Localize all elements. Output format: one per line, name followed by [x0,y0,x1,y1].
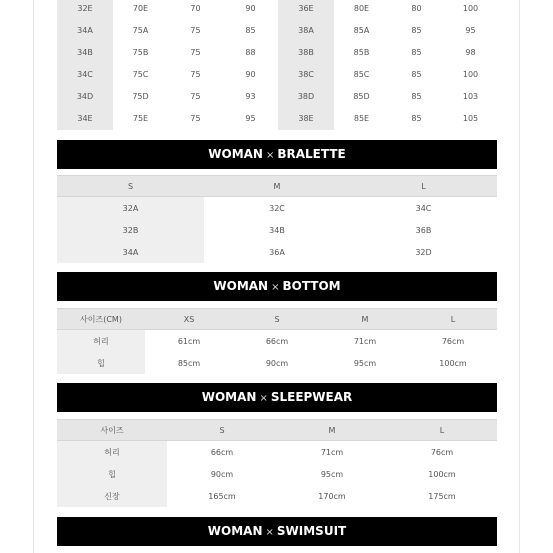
table-cell: 90 [245,70,256,79]
table-cell: 75A [132,26,149,35]
table-cell: 165cm [208,491,236,501]
row-label: 힙 [57,463,167,485]
table-cell: 34B [269,225,285,235]
table-cell: 75 [190,26,201,35]
row-label: 허리 [57,441,167,463]
table-header-row [57,419,497,441]
table-cell: 90cm [265,358,289,368]
table-row [57,219,497,241]
table-cell: 75B [132,48,149,57]
table-cell: 100cm [428,469,456,479]
column-header: M [273,181,281,191]
table-cell: 85C [353,70,370,79]
table-header-row [57,308,497,330]
table-cell: 36B [415,225,432,235]
page-border-right [519,0,520,553]
table-cell: 103 [462,92,479,101]
title-separator: × [265,150,275,161]
table-cell: 100cm [439,358,467,368]
column-header: 사이즈(CM) [80,314,122,324]
column-header: L [450,314,456,324]
table-cell: 85 [411,114,422,123]
bralette-size-table [57,175,497,263]
table-cell: 85 [411,26,422,35]
column-header: L [439,425,445,435]
table-cell: 38D [278,86,334,108]
title-left: WOMAN [207,524,263,538]
table-cell: 100 [462,4,479,13]
table-cell: 98 [465,48,476,57]
table-cell: 85 [411,92,422,101]
table-cell: 36A [269,247,285,257]
table-cell: 38A [278,20,334,42]
table-cell: 76cm [430,447,454,457]
table-cell: 95cm [320,469,344,479]
column-header: S [127,181,134,191]
table-row [57,241,497,263]
table-cell: 85A [353,26,370,35]
table-cell: 34D [57,86,113,108]
table-cell: 93 [245,92,256,101]
table-cell: 66cm [265,336,289,346]
table-cell: 32E [57,0,113,20]
table-cell: 75 [190,70,201,79]
table-cell: 75 [190,92,201,101]
table-cell: 34B [57,42,113,64]
title-left: WOMAN [208,147,263,161]
table-cell: 75 [190,114,201,123]
table-cell: 90cm [210,469,234,479]
column-header: 사이즈 [100,425,124,435]
table-row [57,197,497,219]
column-header: XS [183,314,195,324]
sleepwear-section-title [57,383,497,412]
bottom-size-table [57,308,497,374]
table-cell: 38C [278,64,334,86]
table-cell: 100 [462,70,479,79]
table-cell: 66cm [210,447,234,457]
table-cell: 90 [245,4,256,13]
table-cell: 88 [245,48,256,57]
swimsuit-section-title [57,517,497,546]
table-cell: 105 [462,114,479,123]
table-cell: 38E [278,108,334,130]
table-cell: 75D [132,92,149,101]
table-cell: 36E [278,0,334,20]
table-cell: 95 [465,26,476,35]
column-header: M [328,425,336,435]
table-cell: 70E [132,4,149,13]
title-right: SWIMSUIT [276,524,347,538]
sleepwear-size-table [57,419,497,507]
title-right: SLEEPWEAR [270,390,353,404]
table-cell: 34C [415,203,432,213]
table-cell: 85 [245,26,256,35]
column-header: S [219,425,225,435]
table-row [57,441,497,463]
table-cell: 85B [353,48,370,57]
table-cell: 61cm [177,336,201,346]
table-cell: 80 [411,4,422,13]
table-cell: 85cm [177,358,201,368]
table-cell: 34E [57,108,113,130]
table-cell: 80E [353,4,370,13]
table-cell: 170cm [318,491,346,501]
table-cell: 76cm [441,336,465,346]
table-cell: 75E [132,114,149,123]
table-cell: 75 [190,48,201,57]
page-border-left [33,0,34,553]
column-header: S [274,314,280,324]
title-separator: × [259,393,268,404]
table-row [57,108,497,130]
table-row [57,352,497,374]
title-left: WOMAN [213,279,269,293]
table-row [57,463,497,485]
table-cell: 75C [132,70,149,79]
table-row [57,42,497,64]
table-cell: 85 [411,70,422,79]
table-header-row [57,175,497,197]
title-right: BOTTOM [282,279,341,293]
title-right: BRALETTE [277,147,346,161]
table-cell: 85E [353,114,370,123]
bra-size-table [57,0,497,130]
table-cell: 34A [57,241,204,263]
table-row [57,485,497,507]
bralette-section-title [57,140,497,169]
table-row [57,86,497,108]
bottom-section-title [57,272,497,301]
title-left: WOMAN [201,390,257,404]
table-row [57,20,497,42]
table-cell: 95cm [353,358,377,368]
table-cell: 71cm [353,336,377,346]
row-label: 허리 [57,330,145,352]
row-label: 신장 [57,485,167,507]
table-cell: 95 [245,114,256,123]
table-cell: 175cm [428,491,456,501]
table-row [57,330,497,352]
title-separator: × [271,282,280,293]
column-header: L [421,181,426,191]
table-row [57,64,497,86]
table-row [57,0,497,20]
table-cell: 85D [353,92,370,101]
table-cell: 32B [57,219,204,241]
table-cell: 34A [57,20,113,42]
table-cell: 34C [57,64,113,86]
table-cell: 38B [278,42,334,64]
row-label: 힙 [57,352,145,374]
table-cell: 71cm [320,447,344,457]
table-cell: 70 [190,4,201,13]
title-separator: × [265,527,274,538]
table-cell: 32A [57,197,204,219]
table-cell: 32D [415,247,432,257]
table-cell: 32C [269,203,285,213]
table-cell: 85 [411,48,422,57]
column-header: M [361,314,369,324]
